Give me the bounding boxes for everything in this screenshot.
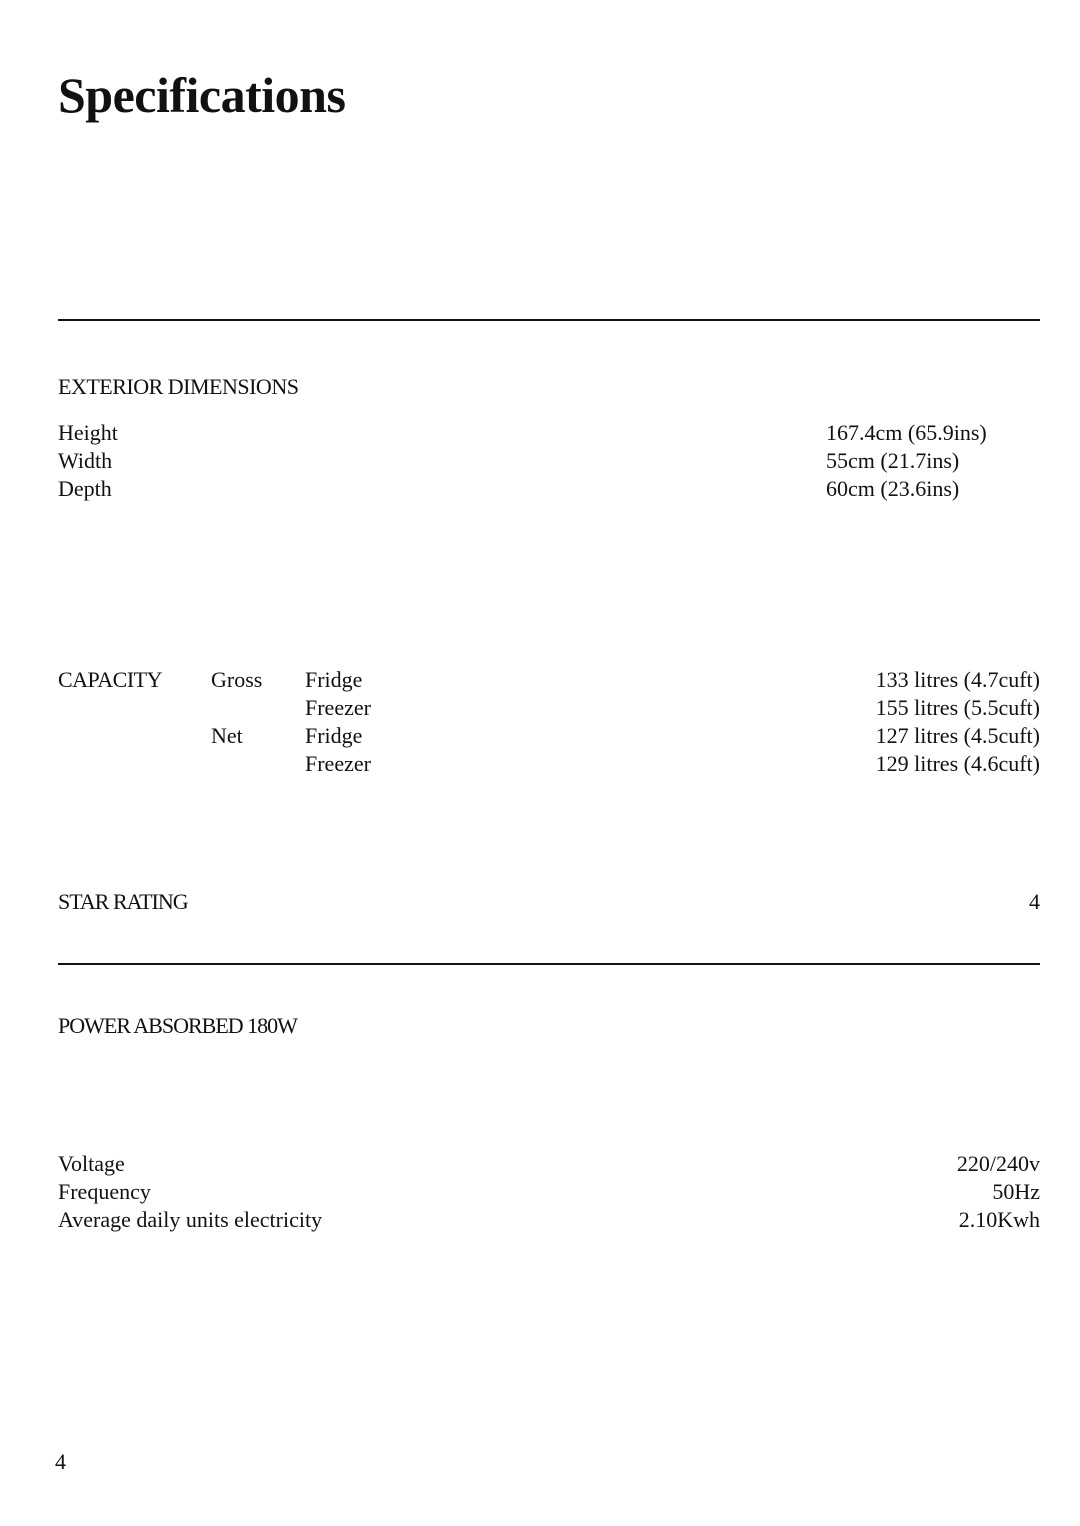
star-rating-value: 4	[1029, 889, 1040, 914]
capacity-value-gross-freezer: 155 litres (5.5cuft)	[875, 695, 1040, 720]
page-title: Specifications	[58, 66, 346, 123]
power-label-daily-units: Average daily units electricity	[58, 1207, 323, 1232]
capacity-heading: CAPACITY	[58, 667, 162, 692]
capacity-value-net-freezer: 129 litres (4.6cuft)	[875, 751, 1040, 776]
capacity-group-empty	[211, 694, 262, 722]
power-label-frequency: Frequency	[58, 1179, 151, 1204]
capacity-value-gross-fridge: 133 litres (4.7cuft)	[875, 667, 1040, 692]
capacity-value-net-fridge: 127 litres (4.5cuft)	[875, 723, 1040, 748]
capacity-values	[876, 666, 1040, 778]
power-labels	[58, 1150, 322, 1234]
power-value-frequency: 50Hz	[992, 1179, 1040, 1204]
dimension-value-width: 55cm (21.7ins)	[826, 448, 960, 473]
exterior-dimensions-heading: EXTERIOR DIMENSIONS	[58, 374, 299, 399]
star-rating-label: STAR RATING	[58, 889, 188, 914]
power-values	[957, 1150, 1040, 1234]
section-divider-bottom	[58, 963, 1040, 965]
capacity-group-empty	[211, 750, 262, 778]
section-divider-top	[58, 319, 1040, 321]
power-absorbed-heading: POWER ABSORBED 180W	[58, 1013, 297, 1038]
capacity-group-gross: Gross	[211, 667, 263, 692]
exterior-dimensions-values	[826, 419, 987, 503]
dimension-value-depth: 60cm (23.6ins)	[826, 476, 960, 501]
power-label-voltage: Voltage	[58, 1151, 125, 1176]
capacity-items	[305, 666, 371, 778]
capacity-item-net-freezer: Freezer	[305, 751, 371, 776]
capacity-item-gross-freezer: Freezer	[305, 695, 371, 720]
page-number: 4	[55, 1449, 66, 1474]
capacity-item-net-fridge: Fridge	[305, 723, 363, 748]
dimension-label-depth: Depth	[58, 476, 112, 501]
power-value-voltage: 220/240v	[956, 1151, 1040, 1176]
exterior-dimensions-labels	[58, 419, 118, 503]
capacity-group-net: Net	[211, 723, 243, 748]
dimension-value-height: 167.4cm (65.9ins)	[826, 420, 987, 445]
power-value-daily-units: 2.10Kwh	[958, 1207, 1040, 1232]
capacity-item-gross-fridge: Fridge	[305, 667, 363, 692]
dimension-label-width: Width	[58, 448, 113, 473]
capacity-groups	[211, 666, 262, 778]
dimension-label-height: Height	[58, 420, 118, 445]
